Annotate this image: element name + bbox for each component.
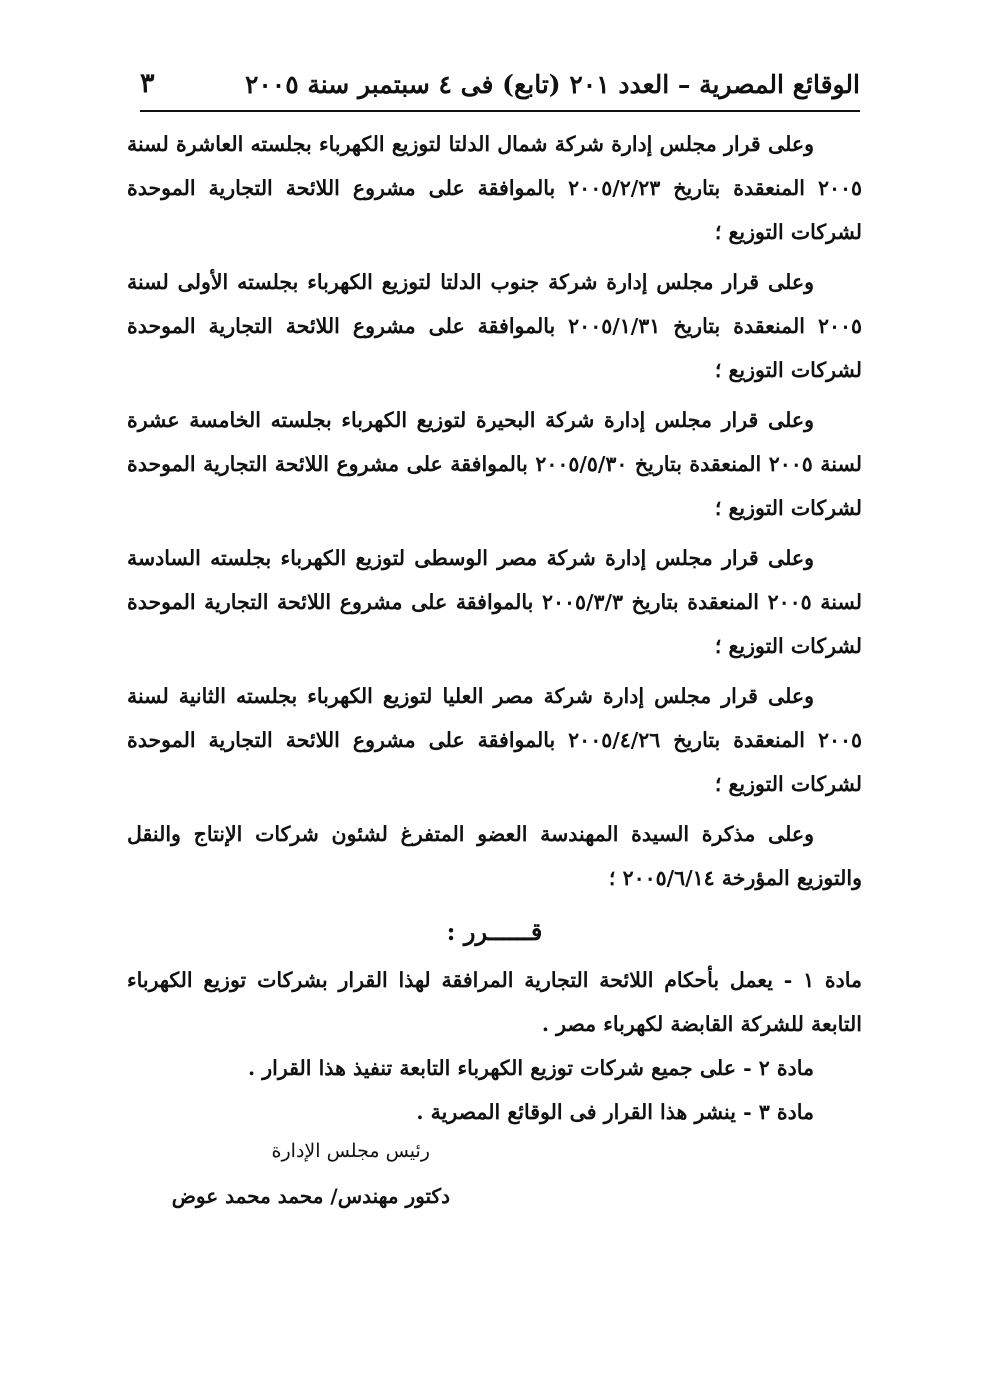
recital-paragraph: وعلى قرار مجلس إدارة شركة مصر الوسطى لتوزيع الكهرباء بجلسته السادسة لسنة ٢٠٠٥ المنعقدة بتاريخ ٢٠٠٥/٣/٣ بالموافقة على مشروع اللائحة التجارية الموحدة لشركات التوزيع ؛ [127,546,862,658]
recital-paragraph: وعلى قرار مجلس إدارة شركة البحيرة لتوزيع الكهرباء بجلسته الخامسة عشرة لسنة ٢٠٠٥ المنعقدة بتاريخ ٢٠٠٥/٥/٣٠ بالموافقة على مشروع اللائحة التجارية الموحدة لشركات التوزيع ؛ [127,408,862,520]
page-header [140,62,860,112]
article-text: على جميع شركات توزيع الكهرباء التابعة تنفيذ هذا القرار . [247,1056,736,1080]
decision-heading: قــــــرر : [446,917,543,946]
recital-paragraph: وعلى قرار مجلس إدارة شركة جنوب الدلتا لتوزيع الكهرباء بجلسته الأولى لسنة ٢٠٠٥ المنعقدة بتاريخ ٢٠٠٥/١/٣١ بالموافقة على مشروع اللائحة التجارية الموحدة لشركات التوزيع ؛ [127,270,862,382]
recital-paragraph: وعلى قرار مجلس إدارة شركة شمال الدلتا لتوزيع الكهرباء بجلسته العاشرة لسنة ٢٠٠٥ المنعقدة بتاريخ ٢٠٠٥/٢/٢٣ بالموافقة على مشروع اللائحة التجارية الموحدة لشركات التوزيع ؛ [127,132,862,244]
recital-paragraph: وعلى مذكرة السيدة المهندسة العضو المتفرغ لشئون شركات الإنتاج والنقل والتوزيع المؤرخة ٢٠٠٥/٦/١٤ ؛ [127,822,862,890]
signatory-title: رئيس مجلس الإدارة [271,1140,430,1162]
article-label: مادة ٣ - [743,1100,814,1124]
header-divider [140,110,860,112]
article-1 [127,958,862,1046]
article-text: يعمل بأحكام اللائحة التجارية المرافقة لهذا القرار بشركات توزيع الكهرباء التابعة للشركة القابضة لكهرباء مصر . [127,968,862,1036]
article-label: مادة ٢ - [743,1056,814,1080]
document-body [127,122,862,1134]
article-2 [127,1046,862,1090]
page-number: ٣ [140,68,155,99]
signature-block [150,1140,450,1208]
signatory-name: دكتور مهندس/ محمد محمد عوض [171,1184,450,1208]
article-label: مادة ١ - [783,968,862,992]
article-3 [127,1090,862,1134]
gazette-header-title: الوقائع المصرية – العدد ٢٠١ (تابع) فى ٤ سبتمبر سنة ٢٠٠٥ [244,70,860,99]
recital-paragraph: وعلى قرار مجلس إدارة شركة مصر العليا لتوزيع الكهرباء بجلسته الثانية لسنة ٢٠٠٥ المنعقدة بتاريخ ٢٠٠٥/٤/٢٦ بالموافقة على مشروع اللائحة التجارية الموحدة لشركات التوزيع ؛ [127,684,862,796]
article-text: ينشر هذا القرار فى الوقائع المصرية . [416,1100,736,1124]
